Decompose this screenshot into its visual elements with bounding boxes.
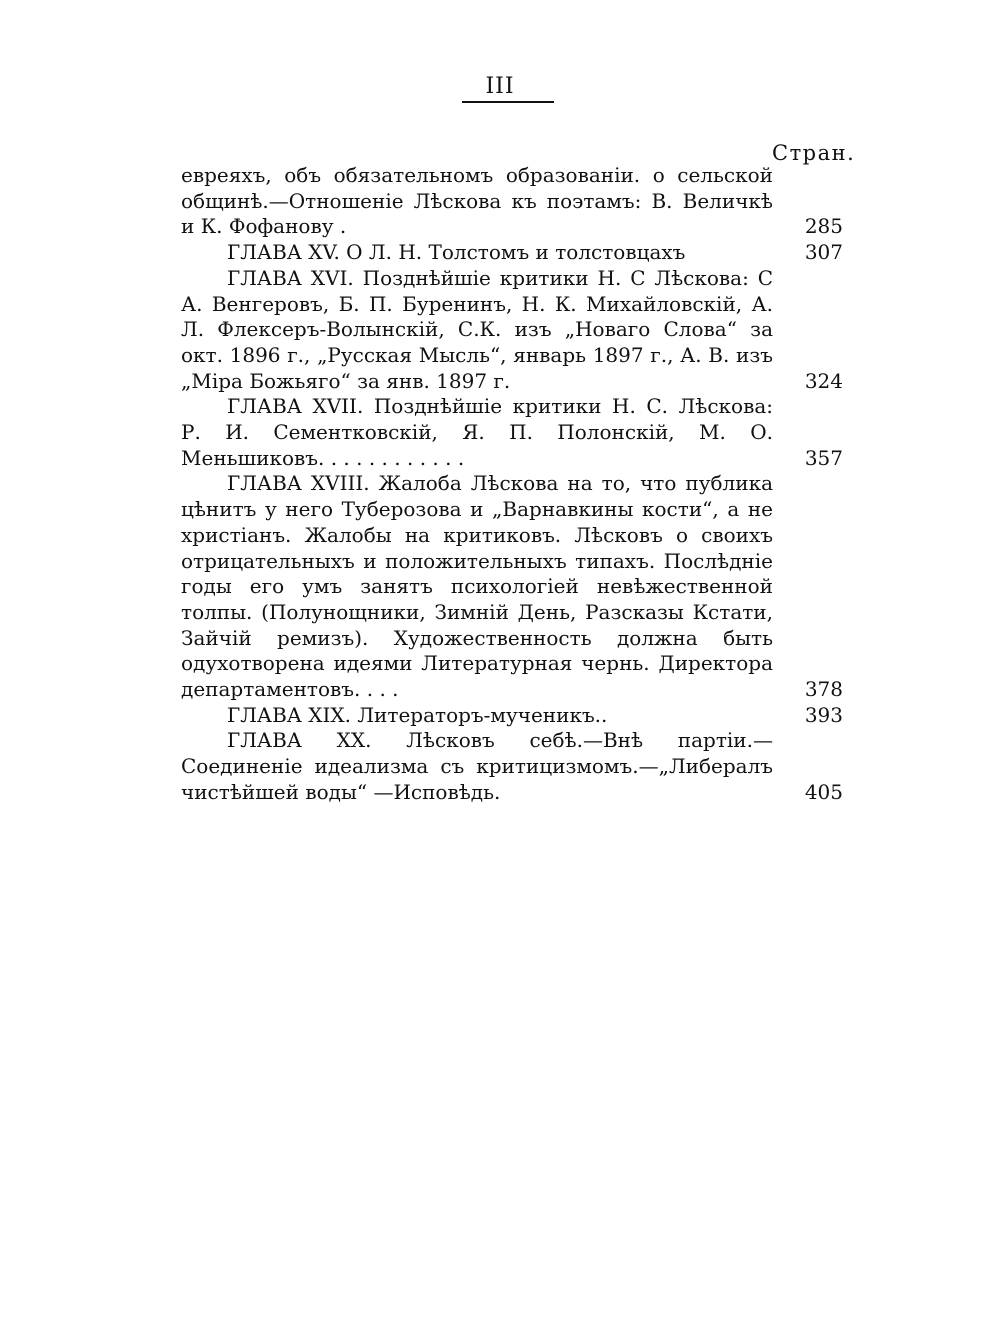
toc-entry-text: ГЛАВА XVI. Позднѣйшіе критики Н. С Лѣскова: С А. Венгеровъ, Б. П. Буренинъ, Н. К. Михайловскій, А. Л. Флексеръ-Волынскій, С.К. изъ „Новаго Слова“ за окт. 1896 г., „Русская Мысль“, январь 1897 г., А. В. изъ „Міра Божьяго“ за янв. 1897 г. — [181, 265, 773, 393]
toc-entry-page: 324 — [804, 368, 843, 393]
page-number: III — [485, 74, 515, 99]
toc-entry-page: 357 — [804, 445, 843, 470]
toc-entry-page: 285 — [804, 214, 843, 239]
table-of-contents — [181, 163, 843, 806]
page-column-label: Стран. — [772, 141, 856, 165]
toc-entry — [181, 728, 843, 805]
toc-entry-page: 307 — [804, 240, 843, 265]
toc-entry-text: ГЛАВА XIX. Литераторъ-мученикъ.. — [227, 702, 608, 727]
toc-entry-text: евреяхъ, объ обязательномъ образованіи. о сельской общинѣ.—Отношеніе Лѣскова къ поэтамъ: В. Величкѣ и К. Фофанову . — [181, 163, 773, 239]
toc-entry — [181, 394, 843, 471]
toc-entry — [181, 163, 843, 240]
toc-entry-text: ГЛАВА XVIII. Жалоба Лѣскова на то, что публика цѣнитъ у него Туберозова и „Варнавкины кости“, а не христіанъ. Жалобы на критиковъ. Лѣсковъ о своихъ отрицательныхъ и положительныхъ типахъ. Послѣдніе годы его умъ занятъ психологіей невѣжественной толпы. (Полунощники, Зимній День, Разсказы Кстати, Зайчій ремизъ). Художественность должна быть одухотворена идеями Литературная чернь. Директора департаментовъ. . . . — [181, 471, 773, 702]
toc-entry — [181, 240, 843, 266]
toc-entry-page: 405 — [804, 779, 843, 804]
toc-entry-text: ГЛАВА XV. О Л. Н. Толстомъ и толстовцахъ — [227, 240, 686, 265]
toc-entry-text: ГЛАВА XX. Лѣсковъ себѣ.—Внѣ партіи.—Соединеніе идеализма съ критицизмомъ.—„Либералъ чистѣйшей воды“ —Исповѣдь. — [181, 728, 773, 804]
toc-entry-page: 393 — [804, 702, 843, 727]
toc-entry-text: ГЛАВА XVII. Позднѣйшіе критики Н. С. Лѣскова: Р. И. Сементковскій, Я. П. Полонскій, М. О. Меньшиковъ. . . . . . . . . . . . — [181, 394, 773, 470]
toc-entry — [181, 703, 843, 729]
toc-entry — [181, 471, 843, 702]
header-rule — [462, 101, 554, 103]
toc-entry — [181, 266, 843, 395]
toc-entry-page: 378 — [804, 677, 843, 702]
